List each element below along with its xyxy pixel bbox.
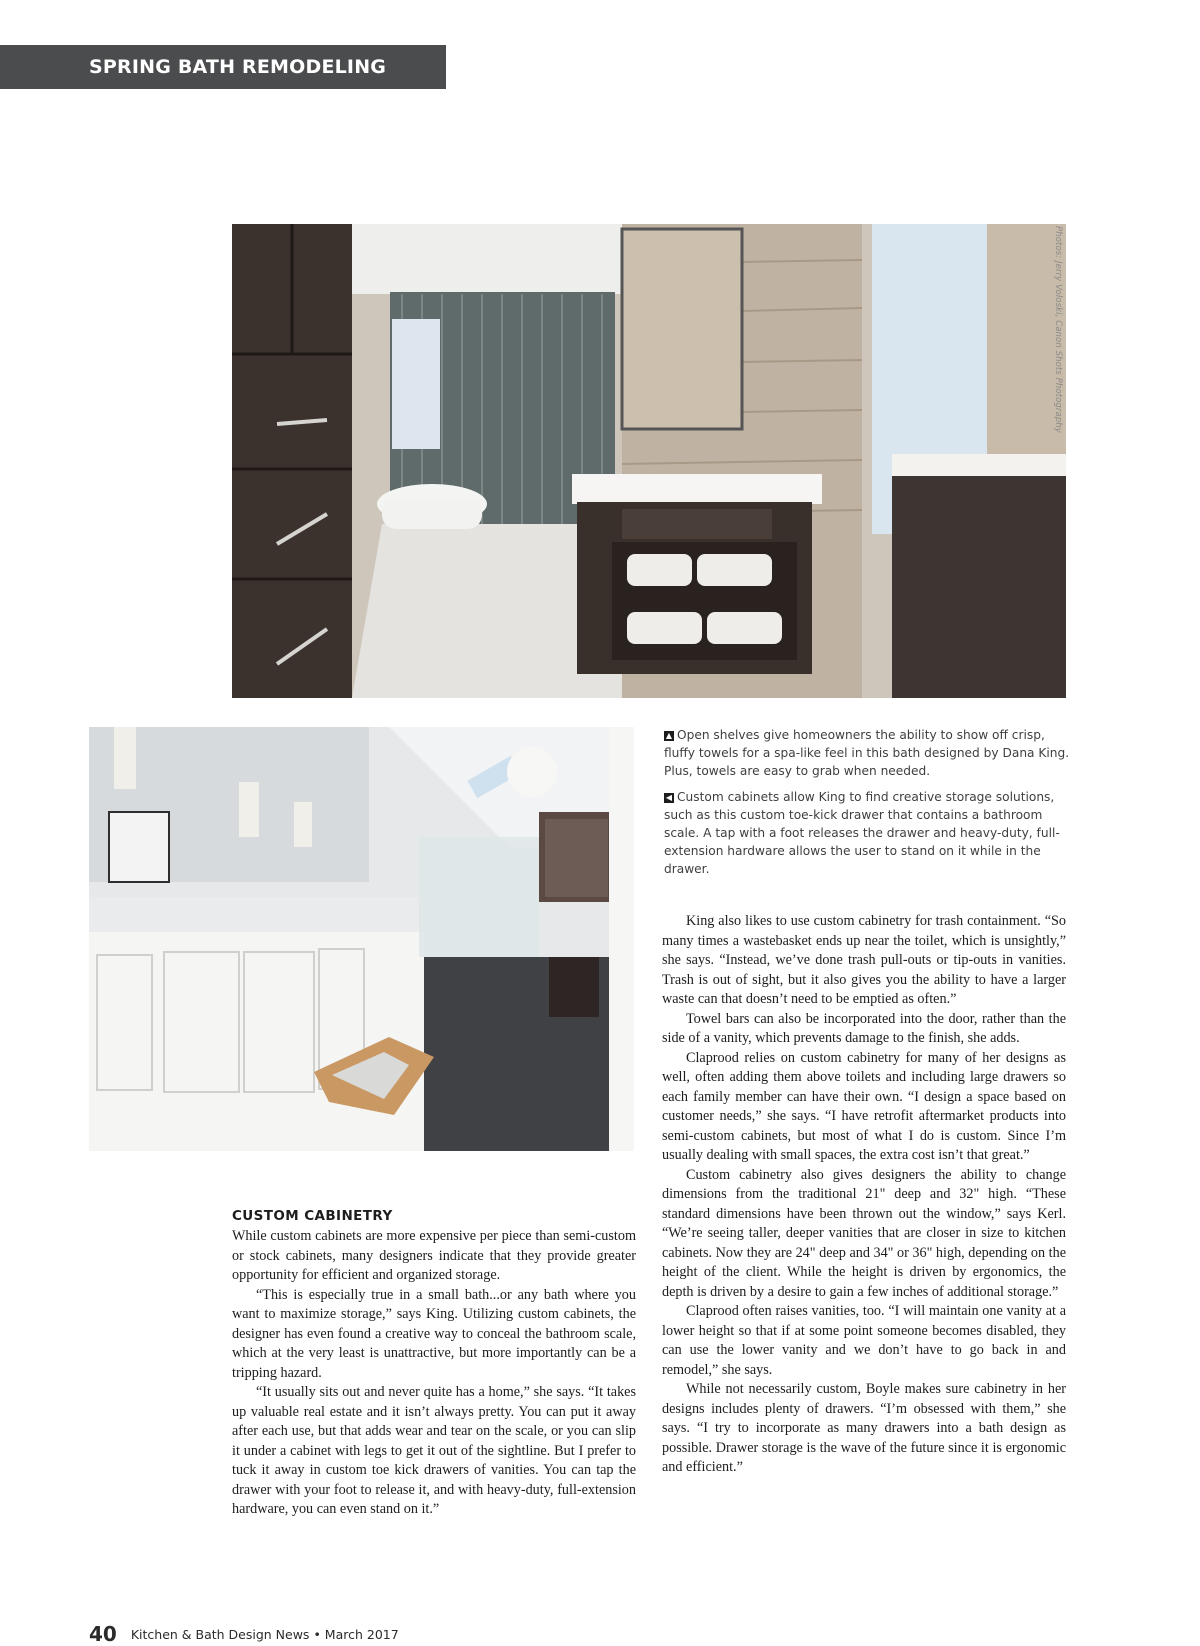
paragraph: Claprood relies on custom cabinetry for many of her designs as well, often adding them above toilets and including large drawers so each family member can have their own. “I design a space based on customer needs,” she says. “I have retrofit aftermarket products into semi-custom cabinets, but most of what I do is custom. Since I’m usually dealing with small spaces, the extra cost isn’t that great.” <box>662 1049 1066 1163</box>
paragraph: While not necessarily custom, Boyle makes sure cabinetry in her designs includes plenty of drawers. “I’m obsessed with them,” she says. “I try to incorporate as many drawers into a bath design as possible. Drawer storage is the wave of the future since it is ergonomic and efficient.” <box>662 1381 1066 1475</box>
publication-name: Kitchen & Bath Design News <box>130 1627 310 1642</box>
bathroom-photo-vanity <box>232 224 1066 698</box>
section-header: SPRING BATH REMODELING REPORT <box>0 45 446 89</box>
paragraph: “This is especially true in a small bath...or any bath where you want to maximize storage,” says King. Utilizing custom cabinets, the designer has even found a creative way to conceal the bathroom scale, which at the very least is unattractive, but more importantly can be a tripping hazard. <box>232 1286 636 1381</box>
photo-credit: Photos: Jerry Voloski, Canon Shots Photography <box>1053 226 1063 433</box>
issue-date: March 2017 <box>324 1627 399 1642</box>
page-footer <box>89 1622 399 1646</box>
section-heading: CUSTOM CABINETRY <box>232 1208 393 1224</box>
article-column-right <box>662 912 1066 1478</box>
photo-caption-top <box>664 726 1070 780</box>
paragraph: Towel bars can also be incorporated into the door, rather than the side of a vanity, which prevents damage to the finish, she adds. <box>662 1010 1066 1046</box>
photo-caption-left <box>664 788 1070 878</box>
paragraph: Custom cabinetry also gives designers the ability to change dimensions from the traditional 21" deep and 32" high. “These standard dimensions have been thrown out the window,” says Kerl. “We’re seeing taller, deeper vanities that are closer in size to kitchen cabinets. Now they are 24" deep and 34" or 36" high, depending on the height of the client. While the height is driven by ergonomics, the depth is driven by a desire to gain a few inches of additional storage.” <box>662 1166 1066 1300</box>
paragraph: Claprood often raises vanities, too. “I will maintain one vanity at a lower height so that if at some point someone becomes disabled, they can use the lower vanity and we don’t have to go back in and remodel,” she says. <box>662 1303 1066 1378</box>
bathroom-photo-toe-kick <box>89 727 634 1151</box>
arrow-left-icon: ◀ <box>665 793 673 802</box>
article-column-left <box>232 1207 636 1520</box>
footer-separator: • <box>313 1627 321 1642</box>
page-number: 40 <box>89 1622 117 1646</box>
caption-text: Custom cabinets allow King to find creative storage solutions, such as this custom toe-kick drawer that contains a bathroom scale. A tap with a foot releases the drawer and heavy-duty, full-extension hardware allows the user to stand on it while in the drawer. <box>664 790 1060 876</box>
paragraph: “It usually sits out and never quite has a home,” she says. “It takes up valuable real estate and it isn’t always pretty. You can put it away after each use, but that adds wear and tear on the scale, or you can slip it under a cabinet with legs to get it out of the sightline. But I prefer to tuck it away in custom toe kick drawers of vanities. You can tap the drawer with your foot to release it, and with heavy-duty, full-extension hardware, you can even stand on it.” <box>232 1384 636 1517</box>
paragraph: While custom cabinets are more expensive per piece than semi-custom or stock cabinets, many designers indicate that they provide greater opportunity for efficient and organized storage. <box>232 1228 636 1283</box>
paragraph: King also likes to use custom cabinetry for trash containment. “So many times a wastebasket ends up near the toilet, which is unsightly,” she says. “Instead, we’ve done trash pull-outs or tip-outs in vanities. Trash is out of sight, but it also gives you the ability to have a larger waste can that doesn’t need to be emptied as often.” <box>662 913 1066 1007</box>
arrow-up-icon: ▲ <box>665 731 673 740</box>
caption-text: Open shelves give homeowners the ability to show off crisp, fluffy towels for a spa-like feel in this bath designed by Dana King. Plus, towels are easy to grab when needed. <box>664 728 1070 778</box>
